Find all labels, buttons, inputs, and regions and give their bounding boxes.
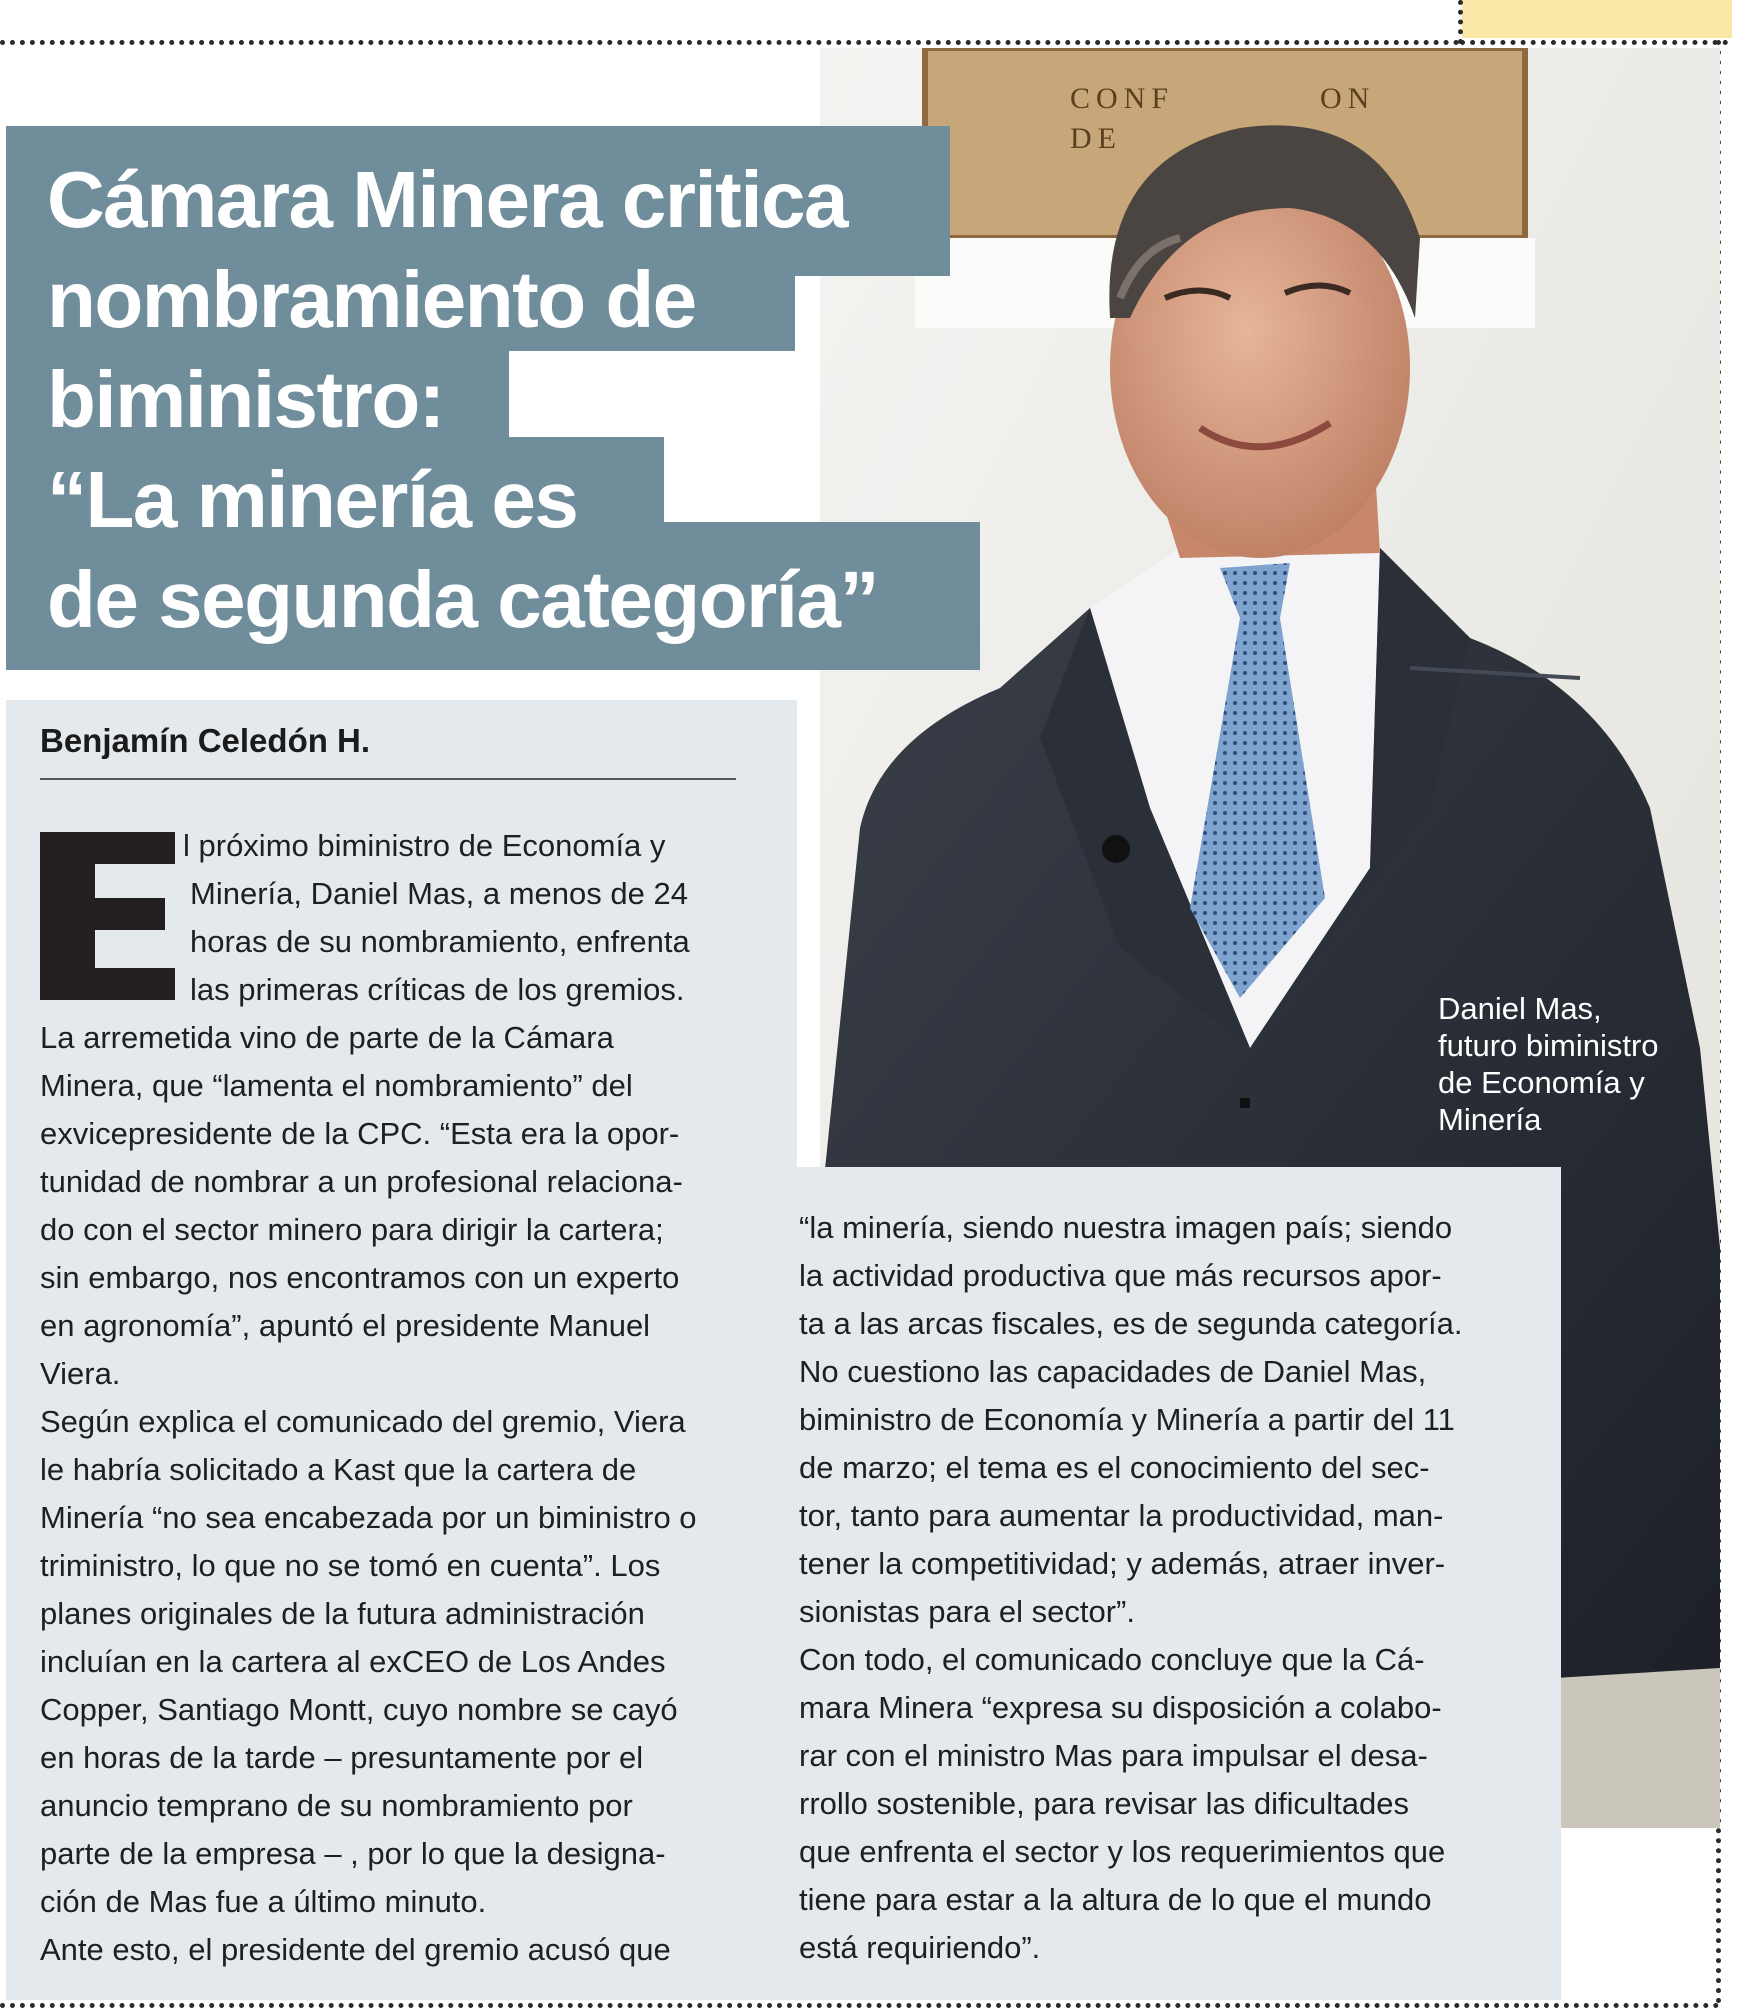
- body-line: exvicepresidente de la CPC. “Esta era la opor-: [40, 1116, 680, 1151]
- body-line: planes originales de la futura administración: [40, 1596, 645, 1631]
- body-line: mara Minera “expresa su disposición a colabo-: [799, 1690, 1442, 1725]
- body-line: la actividad productiva que más recursos apor-: [799, 1258, 1442, 1293]
- caption-line-4: Minería: [1438, 1102, 1542, 1137]
- tab-separator: [1458, 0, 1463, 44]
- article-column-1: [40, 822, 770, 1974]
- body-line: tiene para estar a la altura de lo que el mundo: [799, 1882, 1432, 1917]
- headline-line-3: biministro:: [47, 355, 444, 444]
- body-line: que enfrenta el sector y los requerimientos que: [799, 1834, 1446, 1869]
- plaque-text-3: DE: [1070, 122, 1122, 155]
- caption-line-1: Daniel Mas,: [1438, 991, 1602, 1026]
- suit-button: [1102, 835, 1130, 863]
- photo-caption: [1438, 990, 1688, 1138]
- body-line: las primeras críticas de los gremios.: [190, 972, 685, 1007]
- body-line: en horas de la tarde – presuntamente por el: [40, 1740, 644, 1775]
- top-dotted-rule-right: [1460, 40, 1728, 45]
- body-line: en agronomía”, apuntó el presidente Manuel: [40, 1308, 651, 1343]
- body-line: sionistas para el sector”.: [799, 1594, 1135, 1629]
- headline-line-1: Cámara Minera critica: [47, 155, 848, 244]
- body-line: sin embargo, nos encontramos con un experto: [40, 1260, 680, 1295]
- headline-line-2: nombramiento de: [47, 255, 696, 344]
- body-line: está requiriendo”.: [799, 1930, 1041, 1965]
- body-line: rar con el ministro Mas para impulsar el desa-: [799, 1738, 1428, 1773]
- body-line: tor, tanto para aumentar la productividad, man-: [799, 1498, 1444, 1533]
- caption-line-2: futuro biministro: [1438, 1028, 1659, 1063]
- body-line: Copper, Santiago Montt, cuyo nombre se cayó: [40, 1692, 678, 1727]
- body-line: triministro, lo que no se tomó en cuenta”. Los: [40, 1548, 661, 1583]
- body-line: tunidad de nombrar a un profesional relaciona-: [40, 1164, 683, 1199]
- body-line: l próximo biministro de Economía y: [183, 828, 666, 863]
- body-line: Minera, que “lamenta el nombramiento” del: [40, 1068, 633, 1103]
- body-line: rrollo sostenible, para revisar las dificultades: [799, 1786, 1409, 1821]
- body-line: Ante esto, el presidente del gremio acusó que: [40, 1932, 671, 1967]
- body-line: horas de su nombramiento, enfrenta: [190, 924, 690, 959]
- body-line: Minería “no sea encabezada por un biministro o: [40, 1500, 697, 1535]
- body-line: tener la competitividad; y además, atraer inver-: [799, 1546, 1446, 1581]
- body-line: “la minería, siendo nuestra imagen país; siendo: [799, 1210, 1453, 1245]
- caption-line-3: de Economía y: [1438, 1065, 1645, 1100]
- body-line: Con todo, el comunicado concluye que la Cá-: [799, 1642, 1425, 1677]
- top-dotted-rule: [0, 40, 1460, 45]
- body-line: Viera.: [40, 1356, 121, 1391]
- section-tag-tab: [1462, 0, 1732, 38]
- body-line: ta a las arcas fiscales, es de segunda categoría.: [799, 1306, 1463, 1341]
- plaque-text-1: CONF: [1070, 82, 1175, 115]
- headline: [47, 150, 878, 650]
- body-line: Minería, Daniel Mas, a menos de 24: [190, 876, 688, 911]
- bottom-dotted-rule: [0, 2003, 1720, 2008]
- body-line: anuncio temprano de su nombramiento por: [40, 1788, 633, 1823]
- plaque-text-2: ON: [1320, 82, 1376, 115]
- body-line: do con el sector minero para dirigir la cartera;: [40, 1212, 664, 1247]
- body-line: Según explica el comunicado del gremio, Viera: [40, 1404, 686, 1439]
- body-line: biministro de Economía y Minería a partir del 11: [799, 1402, 1455, 1437]
- body-line: ción de Mas fue a último minuto.: [40, 1884, 487, 1919]
- body-line: de marzo; el tema es el conocimiento del sec-: [799, 1450, 1430, 1485]
- byline-rule: [40, 778, 736, 780]
- byline: Benjamín Celedón H.: [40, 722, 371, 759]
- headline-line-5: de segunda categoría”: [47, 555, 878, 644]
- body-line: le habría solicitado a Kast que la cartera de: [40, 1452, 637, 1487]
- body-line: incluían en la cartera al exCEO de Los Andes: [40, 1644, 666, 1679]
- headline-line-4: “La minería es: [47, 455, 578, 544]
- body-line: No cuestiono las capacidades de Daniel Mas,: [799, 1354, 1427, 1389]
- body-line: La arremetida vino de parte de la Cámara: [40, 1020, 614, 1055]
- article-column-2: [799, 1204, 1544, 1972]
- body-line: parte de la empresa – , por lo que la designa-: [40, 1836, 666, 1871]
